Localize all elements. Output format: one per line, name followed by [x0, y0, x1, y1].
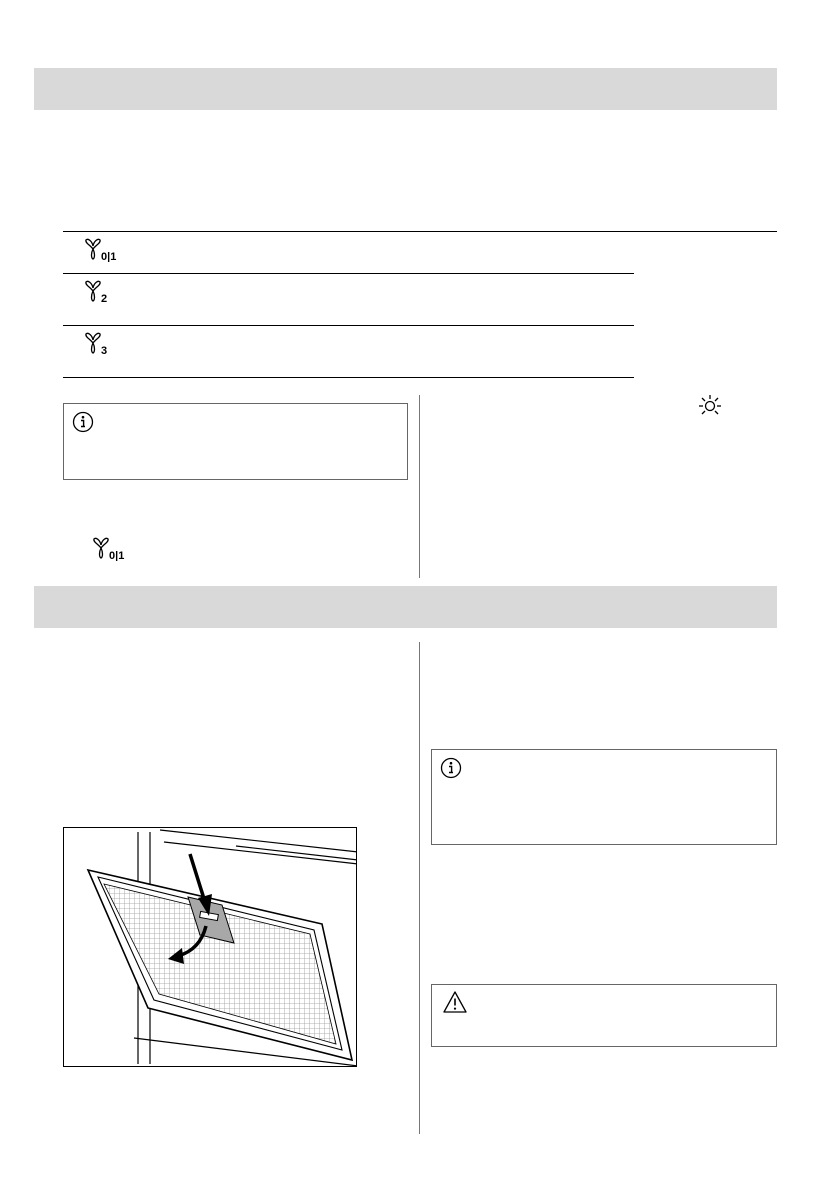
info-icon: [440, 757, 462, 779]
info-note-2: [431, 749, 777, 845]
fan-speed-label: 3: [101, 345, 108, 356]
fan-speed-0-1-icon: [84, 238, 130, 262]
warning-icon: [442, 990, 468, 1014]
fan-speed-0-1-icon: [92, 537, 138, 561]
column-divider-2: [419, 642, 420, 1134]
table-bottom-rule: [63, 377, 634, 378]
table-row-divider-1: [63, 273, 634, 274]
table-row-divider-2: [63, 325, 634, 326]
section-header-1: [34, 68, 777, 110]
grease-filter-illustration: [64, 828, 357, 1067]
column-divider-1: [419, 395, 420, 578]
light-icon: [697, 394, 723, 418]
fan-speed-3-icon: [84, 332, 130, 356]
fan-speed-label: 0|1: [101, 251, 117, 262]
fan-speed-label: 0|1: [109, 550, 125, 561]
grease-filter-figure: [63, 827, 357, 1067]
info-note-1: [63, 403, 408, 480]
info-icon: [72, 411, 94, 433]
fan-speed-label: 2: [101, 293, 108, 304]
warning-note: [431, 984, 777, 1047]
table-top-rule: [63, 231, 777, 232]
section-header-2: [34, 586, 777, 628]
fan-speed-2-icon: [84, 280, 130, 304]
